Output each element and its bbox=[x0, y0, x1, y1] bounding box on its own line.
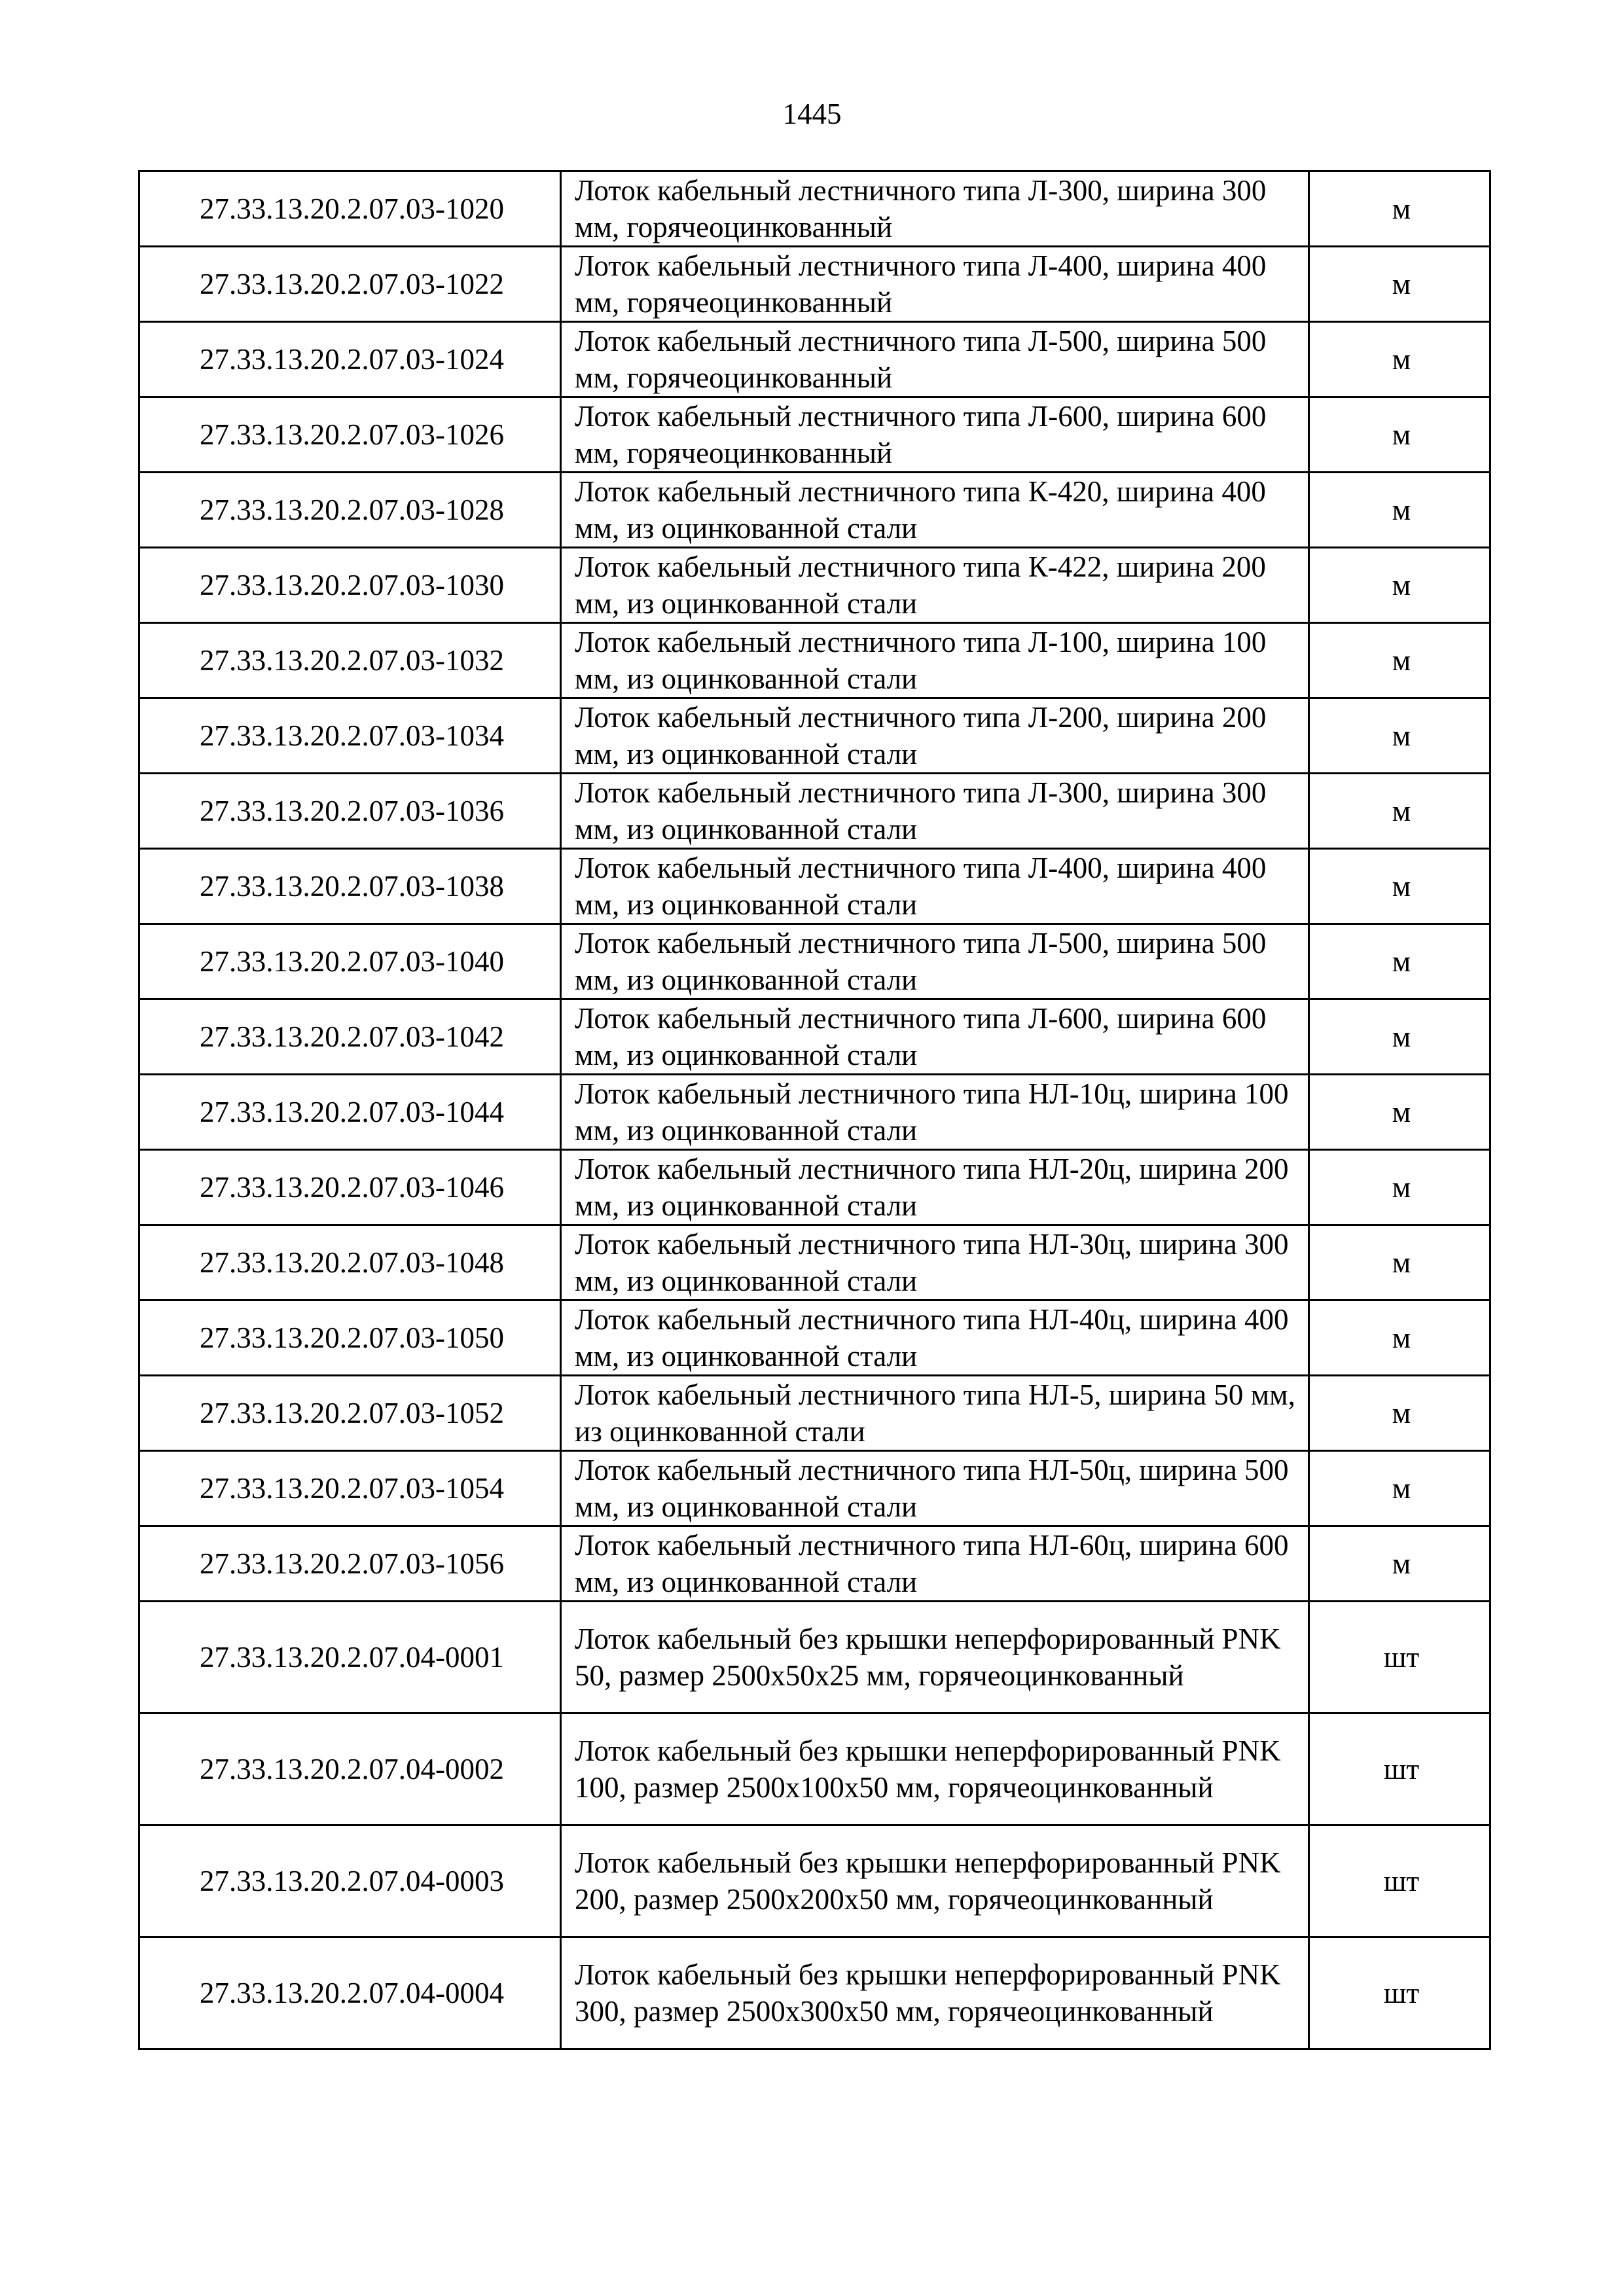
table-row bbox=[139, 999, 1490, 1075]
item-code: 27.33.13.20.2.07.04-0001 bbox=[139, 1602, 561, 1713]
table-row bbox=[139, 548, 1490, 623]
item-name: Лоток кабельный лестничного типа НЛ-40ц, ширина 400 мм, из оцинкованной стали bbox=[561, 1300, 1309, 1376]
item-unit: шт bbox=[1309, 1602, 1490, 1713]
table-row bbox=[139, 774, 1490, 849]
item-name: Лоток кабельный лестничного типа К-420, ширина 400 мм, из оцинкованной стали bbox=[561, 473, 1309, 548]
item-unit: м bbox=[1309, 1376, 1490, 1451]
item-code: 27.33.13.20.2.07.04-0004 bbox=[139, 1937, 561, 2049]
item-name: Лоток кабельный лестничного типа Л-500, ширина 500 мм, из оцинкованной стали bbox=[561, 924, 1309, 999]
item-unit: шт bbox=[1309, 1937, 1490, 2049]
item-name: Лоток кабельный лестничного типа Л-100, ширина 100 мм, из оцинкованной стали bbox=[561, 623, 1309, 698]
item-name: Лоток кабельный лестничного типа Л-600, ширина 600 мм, горячеоцинкованный bbox=[561, 397, 1309, 473]
item-unit: м bbox=[1309, 1300, 1490, 1376]
table-row bbox=[139, 1713, 1490, 1825]
item-code: 27.33.13.20.2.07.03-1044 bbox=[139, 1075, 561, 1150]
table-row bbox=[139, 924, 1490, 999]
item-name: Лоток кабельный лестничного типа НЛ-60ц, ширина 600 мм, из оцинкованной стали bbox=[561, 1526, 1309, 1602]
item-code: 27.33.13.20.2.07.03-1048 bbox=[139, 1225, 561, 1300]
item-unit: шт bbox=[1309, 1825, 1490, 1937]
item-unit: м bbox=[1309, 548, 1490, 623]
item-unit: м bbox=[1309, 924, 1490, 999]
item-name: Лоток кабельный без крышки неперфорированный PNK 300, размер 2500х300х50 мм, горячеоцинкованный bbox=[561, 1937, 1309, 2049]
item-unit: м bbox=[1309, 849, 1490, 924]
table-row bbox=[139, 1526, 1490, 1602]
table-row bbox=[139, 849, 1490, 924]
table-row bbox=[139, 1451, 1490, 1526]
table-row bbox=[139, 473, 1490, 548]
item-code: 27.33.13.20.2.07.03-1054 bbox=[139, 1451, 561, 1526]
item-code: 27.33.13.20.2.07.03-1024 bbox=[139, 322, 561, 397]
item-unit: м bbox=[1309, 623, 1490, 698]
item-unit: м bbox=[1309, 999, 1490, 1075]
item-unit: м bbox=[1309, 774, 1490, 849]
item-name: Лоток кабельный лестничного типа Л-400, ширина 400 мм, из оцинкованной стали bbox=[561, 849, 1309, 924]
table-row bbox=[139, 698, 1490, 774]
item-name: Лоток кабельный лестничного типа Л-300, ширина 300 мм, горячеоцинкованный bbox=[561, 171, 1309, 247]
item-name: Лоток кабельный лестничного типа Л-200, ширина 200 мм, из оцинкованной стали bbox=[561, 698, 1309, 774]
item-unit: м bbox=[1309, 1526, 1490, 1602]
item-unit: м bbox=[1309, 397, 1490, 473]
item-name: Лоток кабельный лестничного типа Л-400, ширина 400 мм, горячеоцинкованный bbox=[561, 247, 1309, 322]
item-code: 27.33.13.20.2.07.04-0002 bbox=[139, 1713, 561, 1825]
table-row bbox=[139, 171, 1490, 247]
table-row bbox=[139, 1602, 1490, 1713]
item-unit: м bbox=[1309, 1150, 1490, 1225]
item-name: Лоток кабельный лестничного типа Л-600, ширина 600 мм, из оцинкованной стали bbox=[561, 999, 1309, 1075]
item-code: 27.33.13.20.2.07.03-1050 bbox=[139, 1300, 561, 1376]
item-unit: м bbox=[1309, 171, 1490, 247]
table-row bbox=[139, 322, 1490, 397]
item-code: 27.33.13.20.2.07.03-1038 bbox=[139, 849, 561, 924]
table-row bbox=[139, 1225, 1490, 1300]
item-name: Лоток кабельный лестничного типа НЛ-50ц, ширина 500 мм, из оцинкованной стали bbox=[561, 1451, 1309, 1526]
table-row bbox=[139, 397, 1490, 473]
item-name: Лоток кабельный лестничного типа К-422, ширина 200 мм, из оцинкованной стали bbox=[561, 548, 1309, 623]
item-unit: м bbox=[1309, 1225, 1490, 1300]
item-unit: м bbox=[1309, 1451, 1490, 1526]
table-row bbox=[139, 1300, 1490, 1376]
item-code: 27.33.13.20.2.07.03-1056 bbox=[139, 1526, 561, 1602]
item-code: 27.33.13.20.2.07.03-1020 bbox=[139, 171, 561, 247]
item-name: Лоток кабельный лестничного типа НЛ-20ц, ширина 200 мм, из оцинкованной стали bbox=[561, 1150, 1309, 1225]
item-name: Лоток кабельный лестничного типа Л-500, ширина 500 мм, горячеоцинкованный bbox=[561, 322, 1309, 397]
item-code: 27.33.13.20.2.07.03-1036 bbox=[139, 774, 561, 849]
item-code: 27.33.13.20.2.07.03-1042 bbox=[139, 999, 561, 1075]
item-code: 27.33.13.20.2.07.03-1030 bbox=[139, 548, 561, 623]
table-row bbox=[139, 1075, 1490, 1150]
item-code: 27.33.13.20.2.07.03-1026 bbox=[139, 397, 561, 473]
item-code: 27.33.13.20.2.07.03-1022 bbox=[139, 247, 561, 322]
item-unit: м bbox=[1309, 247, 1490, 322]
items-table-body bbox=[139, 171, 1490, 2049]
table-row bbox=[139, 1937, 1490, 2049]
item-unit: м bbox=[1309, 1075, 1490, 1150]
item-code: 27.33.13.20.2.07.03-1028 bbox=[139, 473, 561, 548]
item-name: Лоток кабельный без крышки неперфорированный PNK 100, размер 2500х100х50 мм, горячеоцинкованный bbox=[561, 1713, 1309, 1825]
item-code: 27.33.13.20.2.07.03-1040 bbox=[139, 924, 561, 999]
table-row bbox=[139, 1376, 1490, 1451]
item-unit: м bbox=[1309, 322, 1490, 397]
item-code: 27.33.13.20.2.07.04-0003 bbox=[139, 1825, 561, 1937]
table-row bbox=[139, 1150, 1490, 1225]
item-name: Лоток кабельный лестничного типа НЛ-10ц, ширина 100 мм, из оцинкованной стали bbox=[561, 1075, 1309, 1150]
item-name: Лоток кабельный без крышки неперфорированный PNK 50, размер 2500х50х25 мм, горячеоцинкованный bbox=[561, 1602, 1309, 1713]
page-number: 1445 bbox=[782, 98, 842, 130]
item-unit: м bbox=[1309, 698, 1490, 774]
item-code: 27.33.13.20.2.07.03-1052 bbox=[139, 1376, 561, 1451]
items-table bbox=[138, 170, 1491, 2050]
item-name: Лоток кабельный без крышки неперфорированный PNK 200, размер 2500х200х50 мм, горячеоцинкованный bbox=[561, 1825, 1309, 1937]
item-code: 27.33.13.20.2.07.03-1034 bbox=[139, 698, 561, 774]
item-name: Лоток кабельный лестничного типа НЛ-5, ширина 50 мм, из оцинкованной стали bbox=[561, 1376, 1309, 1451]
item-code: 27.33.13.20.2.07.03-1032 bbox=[139, 623, 561, 698]
table-row bbox=[139, 1825, 1490, 1937]
item-code: 27.33.13.20.2.07.03-1046 bbox=[139, 1150, 561, 1225]
item-name: Лоток кабельный лестничного типа Л-300, ширина 300 мм, из оцинкованной стали bbox=[561, 774, 1309, 849]
item-name: Лоток кабельный лестничного типа НЛ-30ц, ширина 300 мм, из оцинкованной стали bbox=[561, 1225, 1309, 1300]
item-unit: шт bbox=[1309, 1713, 1490, 1825]
item-unit: м bbox=[1309, 473, 1490, 548]
table-row bbox=[139, 247, 1490, 322]
table-row bbox=[139, 623, 1490, 698]
